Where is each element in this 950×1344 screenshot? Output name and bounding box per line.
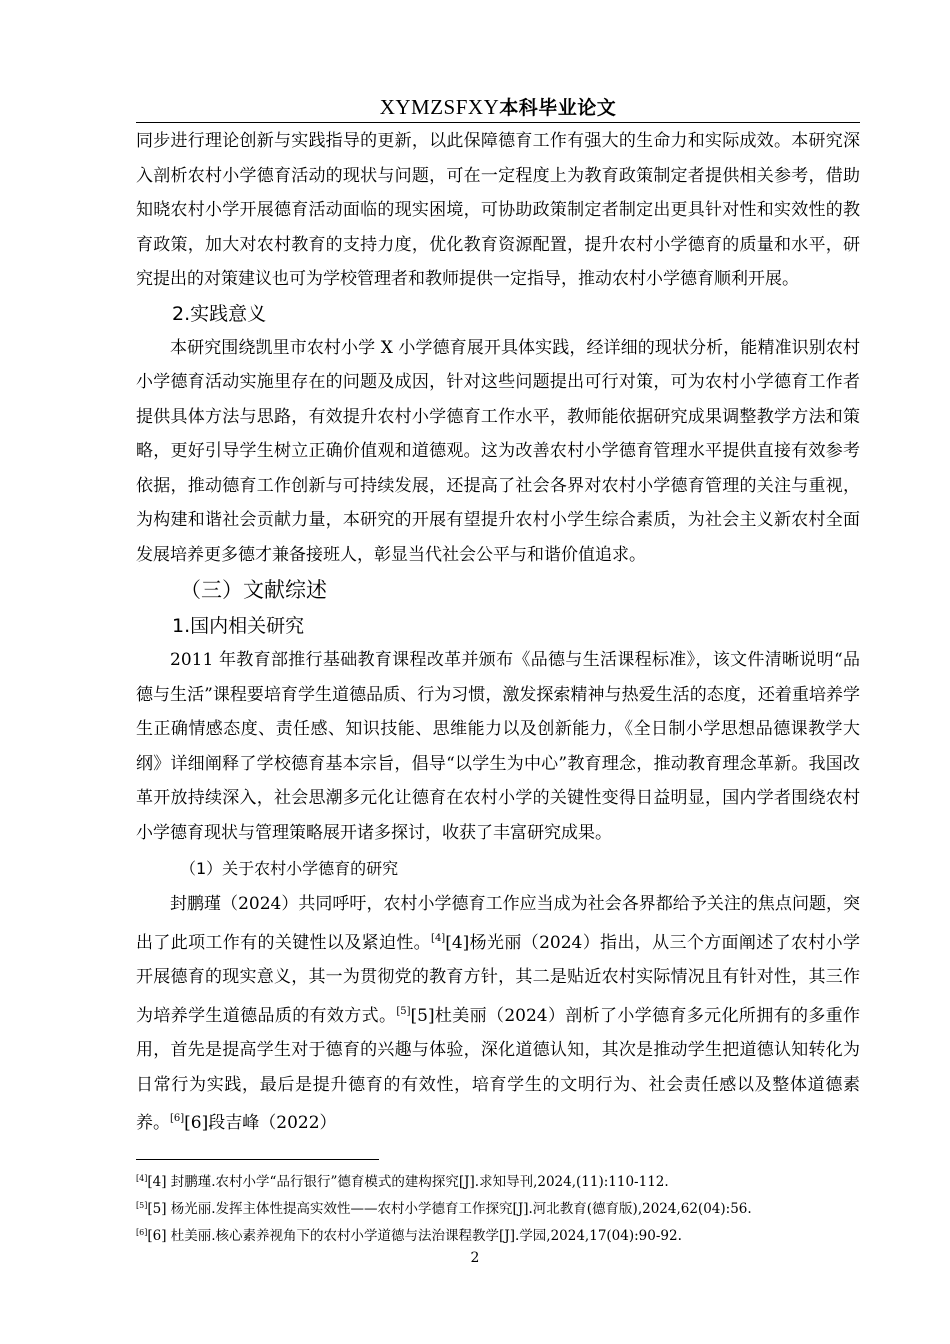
footnote-ref[interactable]: [5] — [396, 1005, 411, 1017]
header-code: XYMZSFXY — [379, 95, 500, 119]
heading-domestic-research: 1.国内相关研究 — [172, 615, 305, 637]
text-segment: [6]段吉峰（2022） — [184, 1113, 337, 1133]
footnote-text: [4] 封鹏瑾.农村小学“品行银行”德育模式的建构探究[J].求知导刊,2024,(11):110-112. — [147, 1174, 669, 1190]
header-rule — [136, 122, 860, 123]
footnote-ref[interactable]: [4] — [431, 932, 446, 944]
text-segment: [4]杨光丽（2024）指出，从三个方面阐述了农村小学开展德育的现实意义，其一为贯彻党的教育方针，其二是贴近农村实际情况且有针对性，其三作为培养学生道德品质的有效方式。 — [136, 932, 861, 1026]
text-segment: 封鹏瑾（2024）共同呼吁，农村小学德育工作应当成为社会各界都给予关注的焦点问题，突出了此项工作有的关键性以及紧迫性。 — [136, 894, 860, 953]
footnote-ref[interactable]: [6] — [170, 1113, 185, 1124]
text-segment: [5]杜美丽（2024）剖析了小学德育多元化所拥有的多重作用，首先是提高学生对于德育的兴趣与体验，深化道德认知，其次是推动学生把道德认知转化为日常行为实践，最后是提升德育的有效性，培育学生的文明行为、社会责任感以及整体道德素养。 — [136, 1005, 861, 1133]
footnote-separator — [136, 1159, 379, 1160]
body-text — [136, 124, 860, 1141]
footnote-mark: [4] — [136, 1174, 148, 1183]
footnotes — [136, 1167, 876, 1248]
page-header — [136, 93, 860, 120]
header-title: 本科毕业论文 — [499, 97, 617, 119]
heading-rural-moral-education: （1）关于农村小学德育的研究 — [180, 859, 399, 878]
paragraph-continued: 同步进行理论创新与实践指导的更新，以此保障德育工作有强大的生命力和实际成效。本研究深入剖析农村小学德育活动的现状与问题，可在一定程度上为教育政策制定者提供相关参考，借助知晓农村小学开展德育活动面临的现实困境，可协助政策制定者制定出更具针对性和实效性的教育政策，加大对农村教育的支持力度，优化教育资源配置，提升农村小学德育的质量和水平，研究提出的对策建议也可为学校管理者和教师提供一定指导，推动农村小学德育顺利开展。 — [136, 131, 860, 289]
footnote-mark: [6] — [136, 1228, 148, 1237]
heading-practical-significance: 2.实践意义 — [172, 302, 267, 325]
paragraph-domestic: 2011 年教育部推行基础教育课程改革并颁布《品德与生活课程标准》，该文件清晰说明“品德与生活”课程要培育学生道德品质、行为习惯，激发探索精神与热爱生活的态度，还着重培养学生正确情感态度、责任感、知识技能、思维能力以及创新能力，《全日制小学思想品德课教学大纲》详细阐释了学校德育基本宗旨，倡导“以学生为中心”教育理念，推动教育理念革新。我国改革开放持续深入，社会思潮多元化让德育在农村小学的关键性变得日益明显，国内学者围绕农村小学德育现状与管理策略展开诸多探讨，收获了丰富研究成果。 — [136, 650, 860, 843]
heading-literature-review: （三）文献综述 — [180, 578, 327, 602]
paragraph-citations — [136, 887, 860, 1141]
footnote-mark: [5] — [136, 1201, 148, 1210]
footnote-item — [136, 1194, 876, 1221]
page-number: 2 — [470, 1250, 480, 1266]
footnote-item — [136, 1167, 876, 1194]
footnote-item — [136, 1221, 876, 1248]
footnote-text: [6] 杜美丽.核心素养视角下的农村小学道德与法治课程教学[J].学园,2024,17(04):90-92. — [147, 1228, 682, 1244]
footnote-text: [5] 杨光丽.发挥主体性提高实效性——农村小学德育工作探究[J].河北教育(德育版),2024,62(04):56. — [147, 1201, 752, 1217]
paragraph-practical: 本研究围绕凯里市农村小学 X 小学德育展开具体实践，经详细的现状分析，能精准识别农村小学德育活动实施里存在的问题及成因，针对这些问题提出可行对策，可为农村小学德育工作者提供具体方法与思路，有效提升农村小学德育工作水平，教师能依据研究成果调整教学方法和策略，更好引导学生树立正确价值观和道德观。这为改善农村小学德育管理水平提供直接有效参考依据，推动德育工作创新与可持续发展，还提高了社会各界对农村小学德育管理的关注与重视，为构建和谐社会贡献力量，本研究的开展有望提升农村小学生综合素质，为社会主义新农村全面发展培养更多德才兼备接班人，彰显当代社会公平与和谐价值追求。 — [136, 337, 860, 565]
